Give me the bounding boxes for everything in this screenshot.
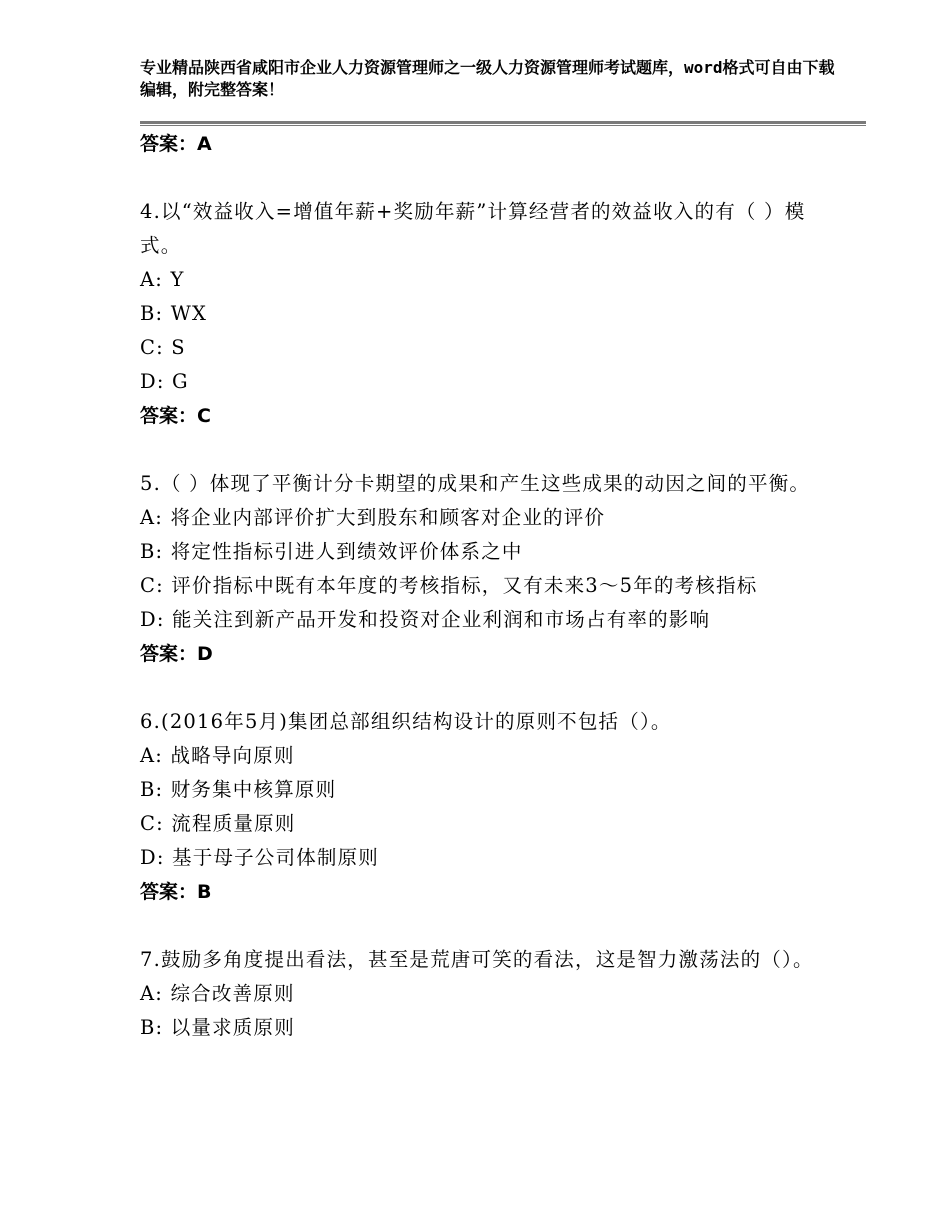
option-c: C: 评价指标中既有本年度的考核指标，又有未来3～5年的考核指标 <box>140 574 758 597</box>
option-a: A: 将企业内部评价扩大到股东和顾客对企业的评价 <box>140 506 606 529</box>
answer-label: 答案：C <box>140 405 211 427</box>
option-d: D: 基于母子公司体制原则 <box>140 846 380 869</box>
answer-label: 答案：B <box>140 881 212 903</box>
answer-label: 答案：D <box>140 643 213 665</box>
option-d: D: G <box>140 370 189 393</box>
option-a: A: 综合改善原则 <box>140 982 295 1005</box>
option-d: D: 能关注到新产品开发和投资对企业利润和市场占有率的影响 <box>140 608 711 631</box>
option-c: C: S <box>140 336 186 359</box>
option-b: B: 以量求质原则 <box>140 1016 295 1039</box>
question-stem: 4.以“效益收入=增值年薪+奖励年薪”计算经营者的效益收入的有（ ）模式。 <box>140 200 806 257</box>
header-divider-thin <box>140 125 866 126</box>
question-stem: 7.鼓励多角度提出看法，甚至是荒唐可笑的看法，这是智力激荡法的（）。 <box>140 948 814 971</box>
option-a: A: 战略导向原则 <box>140 744 295 767</box>
option-a: A: Y <box>140 268 185 291</box>
header-divider <box>140 121 866 124</box>
question-block <box>140 705 830 909</box>
question-stem: 6.(2016年5月)集团总部组织结构设计的原则不包括（）。 <box>140 710 672 733</box>
question-stem: 5.（ ）体现了平衡计分卡期望的成果和产生这些成果的动因之间的平衡。 <box>140 472 811 495</box>
option-b: B: 财务集中核算原则 <box>140 778 337 801</box>
option-b: B: 将定性指标引进人到绩效评价体系之中 <box>140 540 523 563</box>
option-c: C: 流程质量原则 <box>140 812 296 835</box>
document-header: 专业精品陕西省咸阳市企业人力资源管理师之一级人力资源管理师考试题库，word格式可自由下载编辑，附完整答案！ <box>140 58 835 99</box>
option-b: B: WX <box>140 302 208 325</box>
question-block <box>140 467 830 671</box>
question-block <box>140 195 830 433</box>
question-block <box>140 943 830 1045</box>
question-list <box>140 127 830 1045</box>
answer-label: 答案：A <box>140 133 212 155</box>
